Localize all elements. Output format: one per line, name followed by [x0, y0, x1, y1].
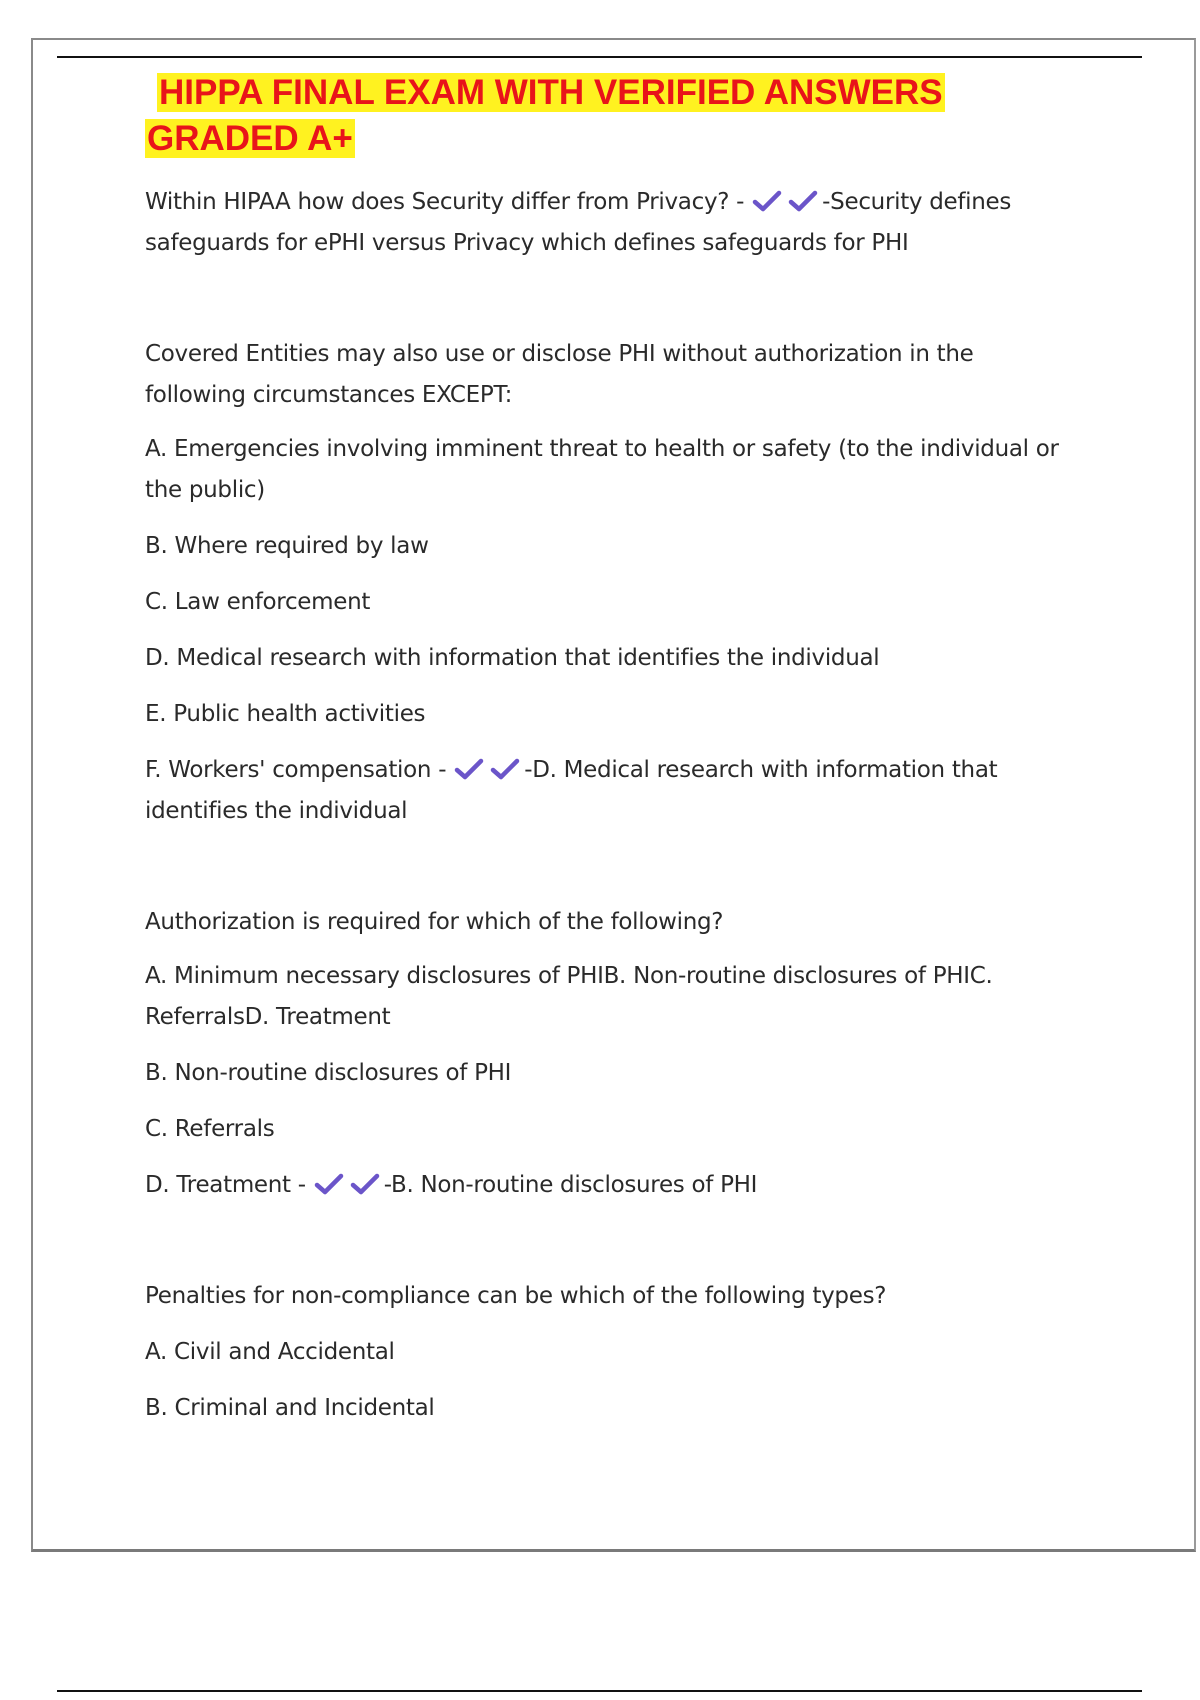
question-text: Penalties for non-compliance can be which of the following types?: [145, 1283, 887, 1309]
document-title: [145, 70, 1095, 162]
option-b: B. Where required by law: [145, 533, 429, 559]
answer-text-continued: safeguards for ePHI versus Privacy which defines safeguards for PHI: [145, 230, 909, 256]
question-4: [145, 1276, 1095, 1429]
top-divider: [57, 56, 1142, 58]
question-text: Authorization is required for which of the following?: [145, 909, 724, 935]
title-line-1: HIPPA FINAL EXAM WITH VERIFIED ANSWERS: [159, 73, 943, 112]
answer-text-continued: identifies the individual: [145, 798, 408, 824]
option-d: D. Medical research with information that identifies the individual: [145, 645, 880, 671]
option-a-continued: the public): [145, 477, 265, 503]
option-a: A. Minimum necessary disclosures of PHIB. Non-routine disclosures of PHIC.: [145, 963, 993, 989]
question-text: Within HIPAA how does Security differ from Privacy? -: [145, 189, 745, 215]
option-c: C. Referrals: [145, 1116, 275, 1142]
option-a: A. Emergencies involving imminent threat to health or safety (to the individual or: [145, 436, 1059, 462]
answer-text: -B. Non-routine disclosures of PHI: [383, 1172, 758, 1198]
option-f: F. Workers' compensation -: [145, 757, 447, 783]
option-d-with-answer: [145, 1165, 1095, 1206]
option-c: C. Law enforcement: [145, 589, 371, 615]
question-3: [145, 902, 1095, 1206]
check-icon: [454, 758, 484, 780]
question-2: [145, 334, 1095, 832]
check-icon: [752, 190, 782, 212]
check-icon: [490, 758, 520, 780]
option-e: E. Public health activities: [145, 701, 426, 727]
question-text-continued: following circumstances EXCEPT:: [145, 382, 513, 408]
check-icon: [788, 190, 818, 212]
option-d: D. Treatment -: [145, 1172, 306, 1198]
option-a: A. Civil and Accidental: [145, 1339, 395, 1365]
answer-text: -Security defines: [822, 189, 1012, 215]
question-1-text: [145, 182, 1095, 223]
option-a-continued: ReferralsD. Treatment: [145, 1004, 391, 1030]
answer-text: -D. Medical research with information that: [524, 757, 998, 783]
check-icon: [350, 1173, 380, 1195]
document-content: [145, 70, 1095, 1429]
question-1: [145, 182, 1095, 264]
check-icon: [314, 1173, 344, 1195]
title-line-2: GRADED A+: [147, 119, 353, 158]
option-b: B. Criminal and Incidental: [145, 1395, 435, 1421]
question-text: Covered Entities may also use or disclose PHI without authorization in the: [145, 341, 974, 367]
option-b: B. Non-routine disclosures of PHI: [145, 1060, 512, 1086]
option-f-with-answer: [145, 750, 1095, 791]
bottom-divider: [57, 1690, 1142, 1692]
